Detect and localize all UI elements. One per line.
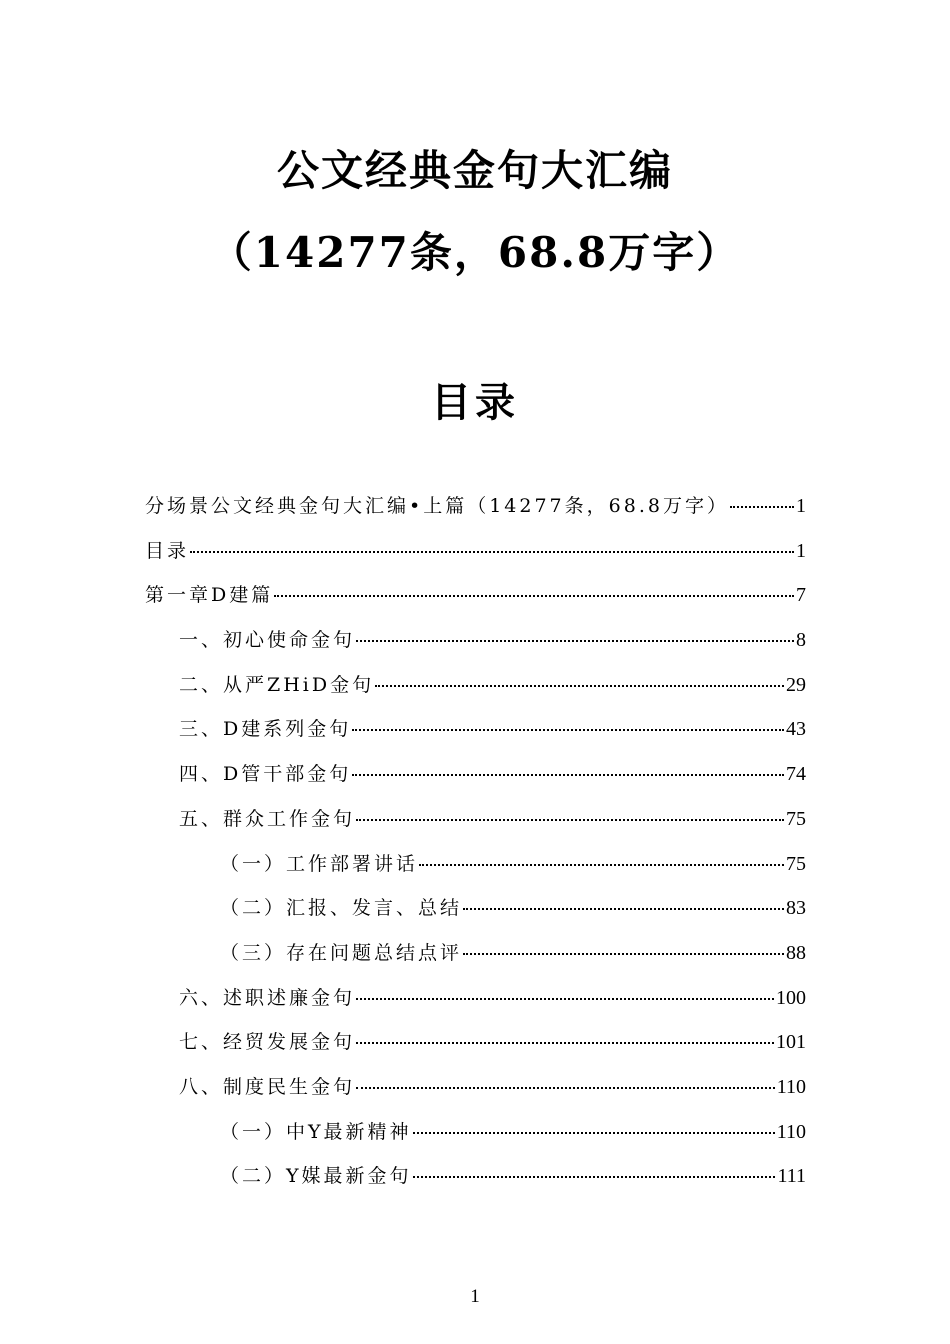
toc-entry-page: 88 [786,941,806,964]
toc-dot-leader [190,551,794,553]
toc-entry-page: 101 [776,1031,806,1054]
toc-entry-text: （二）Y媒最新金句 [220,1165,412,1188]
toc-entry-page: 7 [796,584,806,607]
table-of-contents [145,491,806,1206]
toc-entry-page: 1 [796,539,806,562]
toc-dot-leader [356,640,794,642]
toc-entry-text: 五、群众工作金句 [179,807,356,830]
toc-dot-leader [413,1132,775,1134]
toc-entry-page: 75 [786,852,806,875]
toc-entry-text: 四、D管干部金句 [179,763,352,786]
toc-entry-page: 100 [776,986,806,1009]
toc-dot-leader [463,908,784,910]
toc-entry-text: 目录 [145,539,190,562]
toc-entry-subsection-8-1[interactable] [145,1117,806,1162]
document-subtitle: （14277条，68.8万字） [209,228,741,277]
toc-entry-page: 8 [796,629,806,652]
toc-entry-page: 75 [786,807,806,830]
toc-entry-page: 43 [786,718,806,741]
page-number: 1 [470,1286,480,1307]
toc-dot-leader [463,953,784,955]
toc-entry-part-1[interactable] [145,491,806,536]
toc-entry-text: 第一章D建篇 [145,584,274,607]
toc-entry-text: （三）存在问题总结点评 [220,941,463,964]
toc-entry-text: （一）工作部署讲话 [220,852,419,875]
toc-entry-section-5[interactable] [145,804,806,849]
toc-entry-subsection-5-3[interactable] [145,938,806,983]
toc-entry-section-7[interactable] [145,1027,806,1072]
toc-entry-page: 110 [776,1120,806,1143]
toc-entry-section-1[interactable] [145,625,806,670]
toc-entry-text: （一）中Y最新精神 [220,1120,412,1143]
toc-entry-text: 六、述职述廉金句 [179,986,356,1009]
toc-entry-section-6[interactable] [145,983,806,1028]
toc-entry-section-2[interactable] [145,670,806,715]
toc-dot-leader [375,685,784,687]
toc-entry-page: 83 [786,897,806,920]
toc-entry-page: 29 [786,673,806,696]
toc-dot-leader [356,819,784,821]
toc-entry-section-4[interactable] [145,759,806,804]
toc-dot-leader [413,1176,776,1178]
toc-entry-section-3[interactable] [145,714,806,759]
toc-dot-leader [274,595,794,597]
toc-dot-leader [356,1042,774,1044]
toc-entry-chapter-1[interactable] [145,580,806,625]
toc-entry-text: 三、D建系列金句 [179,718,352,741]
toc-entry-text: （二）汇报、发言、总结 [220,897,463,920]
toc-heading: 目录 [431,379,519,426]
toc-entry-subsection-5-2[interactable] [145,893,806,938]
toc-dot-leader [356,1087,775,1089]
toc-dot-leader [352,774,784,776]
toc-dot-leader [419,864,784,866]
toc-entry-page: 74 [786,763,806,786]
toc-entry-contents[interactable] [145,536,806,581]
toc-entry-page: 1 [796,495,806,517]
toc-entry-page: 110 [776,1075,806,1098]
toc-entry-subsection-5-1[interactable] [145,849,806,894]
toc-entry-text: 分场景公文经典金句大汇编•上篇（14277条，68.8万字） [145,495,729,517]
toc-dot-leader [352,729,784,731]
document-title: 公文经典金句大汇编 [276,146,673,195]
toc-entry-subsection-8-2[interactable] [145,1161,806,1206]
toc-dot-leader [356,998,774,1000]
toc-dot-leader [730,506,794,508]
toc-entry-text: 二、从严ZHiD金句 [179,673,375,696]
toc-entry-text: 一、初心使命金句 [179,629,356,652]
toc-entry-text: 七、经贸发展金句 [179,1031,356,1054]
toc-entry-section-8[interactable] [145,1072,806,1117]
toc-entry-page: 111 [777,1165,806,1188]
toc-entry-text: 八、制度民生金句 [179,1075,356,1098]
